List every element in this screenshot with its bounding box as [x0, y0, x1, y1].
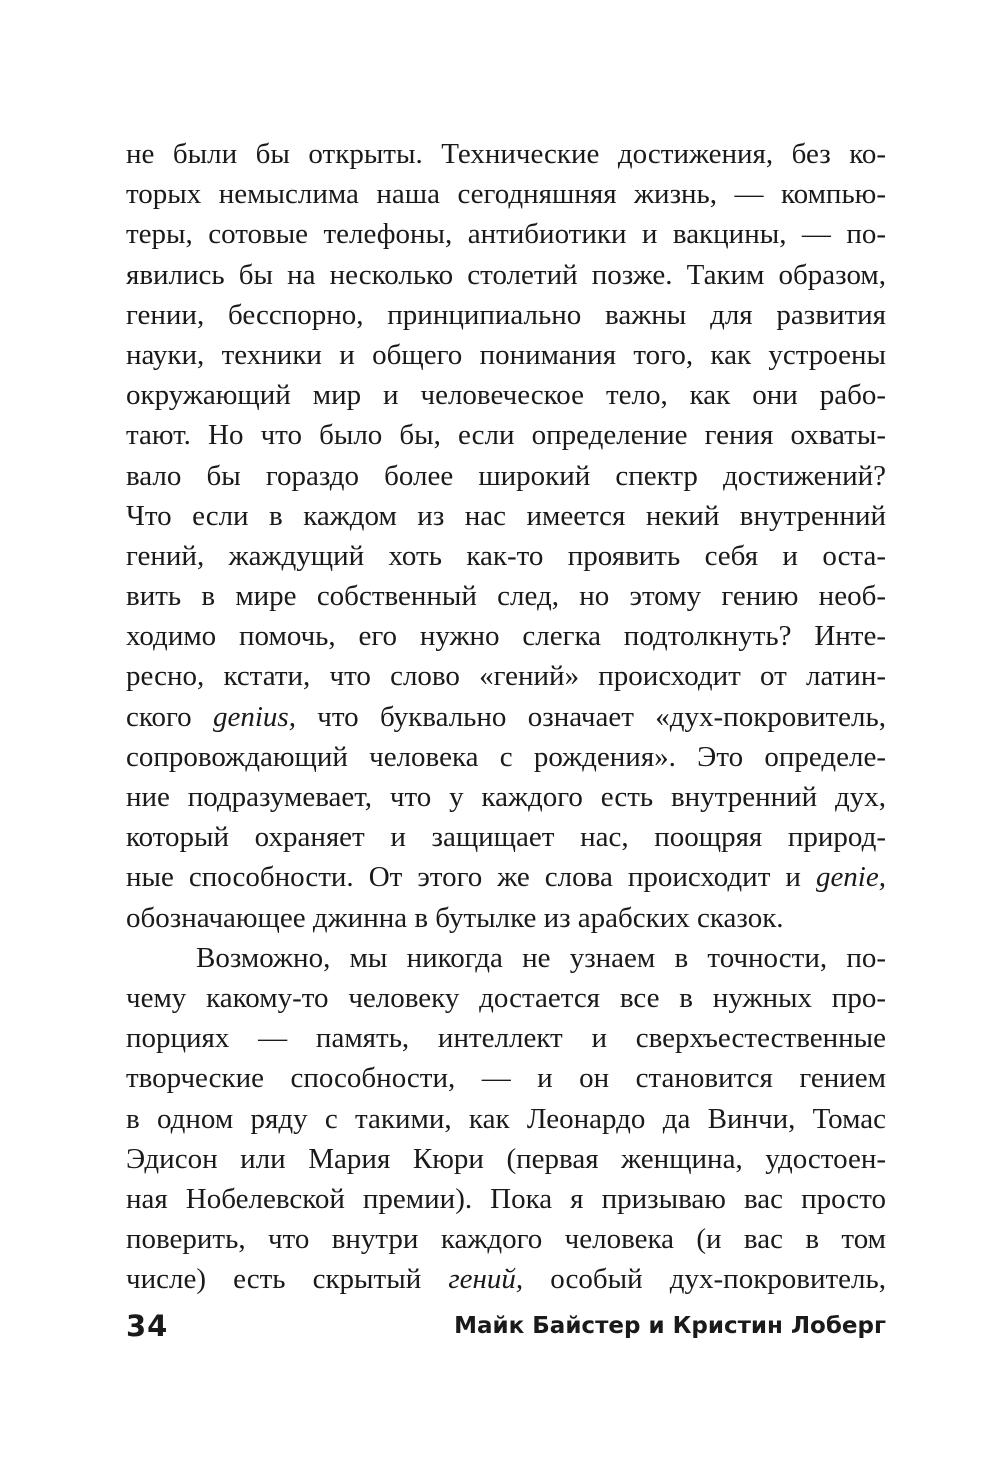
text-line: явились бы на несколько столетий позже. Таким образом,	[126, 258, 886, 291]
running-footer-authors: Майк Байстер и Кристин Лоберг	[454, 1313, 886, 1339]
text-line: окружающий мир и человеческое тело, как они рабо-	[126, 379, 886, 412]
italic-term: гений,	[448, 1263, 524, 1296]
page-footer	[126, 1306, 886, 1346]
text-line: Эдисон или Мария Кюри (первая женщина, удостоен-	[126, 1142, 886, 1175]
text-line-with-italic	[126, 857, 886, 897]
text-line: порциях — память, интеллект и сверхъестественные	[126, 1022, 886, 1055]
text-segment: что буквально означает «дух-покровитель,	[295, 700, 886, 733]
text-line: науки, техники и общего понимания того, как устроены	[126, 338, 886, 371]
text-line: чему какому-то человеку достается все в нужных про-	[126, 981, 886, 1014]
text-segment: ского	[126, 700, 213, 733]
text-line: гении, бесспорно, принципиально важны для развития	[126, 298, 886, 331]
text-line: гений, жаждущий хоть как-то проявить себя и оста-	[126, 539, 886, 572]
text-line: не были бы открыты. Технические достижения, без ко-	[126, 138, 886, 170]
text-line: ная Нобелевской премии). Пока я призываю вас просто	[126, 1182, 886, 1215]
text-line: Что если в каждом из нас имеется некий внутренний	[126, 499, 886, 532]
body-text	[126, 134, 886, 1299]
paragraph-first-line: Возможно, мы никогда не узнаем в точности, по-	[196, 941, 886, 974]
text-line: ресно, кстати, что слово «гений» происходит от латин-	[126, 660, 886, 693]
italic-term: genie,	[815, 861, 886, 894]
text-segment: особый дух-покровитель,	[523, 1263, 886, 1296]
text-line: ние подразумевает, что у каждого есть внутренний дух,	[126, 781, 886, 813]
text-line-with-italic	[126, 1259, 886, 1299]
text-line: тают. Но что было бы, если определение гения охваты-	[126, 419, 886, 452]
text-line: вить в мире собственный след, но этому гению необ-	[126, 580, 886, 613]
text-line: вало бы гораздо более широкий спектр достижений?	[126, 459, 886, 492]
text-line: который охраняет и защищает нас, поощряя природ-	[126, 821, 886, 854]
page-number: 34	[126, 1309, 169, 1343]
text-segment: числе) есть скрытый	[126, 1263, 449, 1296]
text-line-with-italic	[126, 697, 886, 737]
text-line: в одном ряду с такими, как Леонардо да Винчи, Томас	[126, 1102, 886, 1135]
text-line: творческие способности, — и он становится гением	[126, 1062, 886, 1095]
italic-term: genius,	[213, 700, 296, 733]
text-segment: ные способности. От этого же слова происходит и	[126, 861, 816, 894]
text-line: торых немыслима наша сегодняшняя жизнь, — компью-	[126, 178, 886, 211]
text-line: теры, сотовые телефоны, антибиотики и вакцины, — по-	[126, 218, 886, 251]
text-line: ходимо помочь, его нужно слегка подтолкнуть? Инте-	[126, 620, 886, 653]
text-line: поверить, что внутри каждого человека (и вас в том	[126, 1223, 886, 1256]
paragraph-end-line: обозначающее джинна в бутылке из арабских сказок.	[126, 901, 784, 934]
text-line: сопровождающий человека с рождения». Это определе-	[126, 740, 886, 773]
